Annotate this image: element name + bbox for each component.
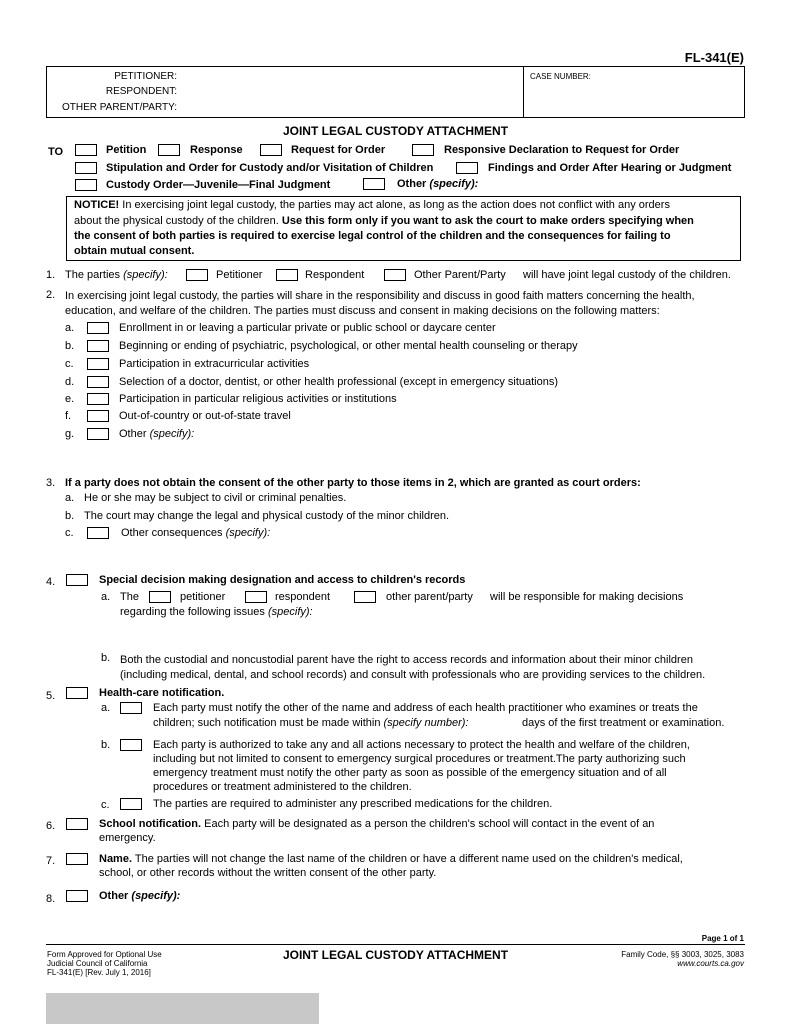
page-number: Page 1 of 1: [701, 934, 744, 943]
item2-line1: In exercising joint legal custody, the parties will share in the responsibility and discuss in good faith matters concerning the health,: [65, 290, 695, 302]
checkbox-to-other[interactable]: [363, 178, 385, 190]
item7-heading: Name.: [99, 853, 133, 865]
checkbox-custody-order-juvenile[interactable]: [75, 179, 97, 191]
option-request-for-order: Request for Order: [291, 144, 386, 156]
item1-petitioner: Petitioner: [216, 269, 263, 281]
footer-left-2: Judicial Council of California: [47, 959, 148, 968]
item4b-letter: b.: [101, 652, 111, 664]
item7-line1-text: The parties will not change the last name of the children or have a different name used on the children's medical,: [132, 853, 683, 865]
item5b-line1: Each party is authorized to take any and all actions necessary to protect the health and welfare of the children,: [153, 739, 690, 751]
item2e-text: Participation in particular religious activities or institutions: [119, 393, 397, 405]
item1-checkbox-other-parent[interactable]: [384, 269, 406, 281]
option-stipulation: Stipulation and Order for Custody and/or Visitation of Children: [106, 162, 434, 174]
notice-line2-normal: about the physical custody of the children.: [74, 215, 282, 227]
item4a-letter: a.: [101, 591, 111, 603]
item5a-line2-post: days of the first treatment or examination.: [522, 717, 725, 729]
item2d-checkbox[interactable]: [87, 376, 109, 388]
checkbox-petition[interactable]: [75, 144, 97, 156]
item4a-line2-text: regarding the following issues: [120, 606, 265, 618]
item4b-line1: Both the custodial and noncustodial parent have the right to access records and information about their minor children: [120, 654, 693, 666]
item1-checkbox-petitioner[interactable]: [186, 269, 208, 281]
checkbox-findings[interactable]: [456, 162, 478, 174]
item6-line2: emergency.: [99, 832, 156, 844]
item7-line1: [99, 853, 683, 865]
item8-heading: Other: [99, 890, 129, 902]
footer-rule: [46, 944, 745, 945]
item4b-line2: (including medical, dental, and school records) and consult with professionals who are providing services to the children.: [120, 669, 706, 681]
item4a-specify: (specify):: [267, 606, 313, 618]
item3c-label: Other consequences: [121, 527, 223, 539]
item2-num: 2.: [46, 289, 56, 301]
item8-num: 8.: [46, 893, 56, 905]
caption-divider: [523, 66, 524, 118]
item2a-text: Enrollment in or leaving a particular private or public school or daycare center: [119, 322, 496, 334]
item2d-text: Selection of a doctor, dentist, or other health professional (except in emergency situations): [119, 376, 559, 388]
item5b-line3: emergency treatment must notify the other party as soon as possible of the emergency situation and of all: [153, 767, 667, 779]
item3a-text: He or she may be subject to civil or criminal penalties.: [84, 492, 347, 504]
petitioner-label: PETITIONER:: [114, 71, 177, 82]
notice-line4: obtain mutual consent.: [74, 245, 195, 257]
item6-checkbox[interactable]: [66, 818, 88, 830]
item3c-specify: (specify):: [225, 527, 271, 539]
item2g-letter: g.: [65, 428, 75, 440]
item3b-letter: b.: [65, 510, 75, 522]
option-petition: Petition: [106, 144, 147, 156]
item2-line2: education, and welfare of the children. The parties must discuss and consent in making decisions on the following matters:: [65, 305, 660, 317]
item3c-letter: c.: [65, 527, 74, 539]
item5b-line2: including but not limited to consent to emergency surgical procedures or treatment.The party authorizing such: [153, 753, 686, 765]
checkbox-responsive-declaration[interactable]: [412, 144, 434, 156]
item5a-letter: a.: [101, 702, 111, 714]
item2g-checkbox[interactable]: [87, 428, 109, 440]
item3a-letter: a.: [65, 492, 75, 504]
item2a-checkbox[interactable]: [87, 322, 109, 334]
footer-title: JOINT LEGAL CUSTODY ATTACHMENT: [282, 948, 509, 962]
item3-heading: If a party does not obtain the consent of the other party to those items in 2, which are granted as court orders:: [65, 477, 641, 489]
item5a-specify: (specify number):: [383, 717, 469, 729]
item2c-letter: c.: [65, 358, 74, 370]
to-other-label: [397, 178, 478, 190]
item1-prefix: [65, 269, 168, 281]
item6-num: 6.: [46, 820, 56, 832]
item5a-line2-pre: [153, 717, 469, 729]
item2b-checkbox[interactable]: [87, 340, 109, 352]
item5b-checkbox[interactable]: [120, 739, 142, 751]
respondent-label: RESPONDENT:: [105, 86, 177, 97]
page-title: JOINT LEGAL CUSTODY ATTACHMENT: [282, 124, 509, 138]
item2g-specify: (specify):: [149, 428, 195, 440]
item4-heading: Special decision making designation and access to children's records: [99, 574, 466, 586]
item5-checkbox[interactable]: [66, 687, 88, 699]
item2g-other: Other: [119, 428, 147, 440]
item4a-other: other parent/party: [386, 591, 473, 603]
checkbox-stipulation[interactable]: [75, 162, 97, 174]
item4a-petitioner: petitioner: [180, 591, 226, 603]
notice-line2: [74, 215, 694, 227]
item4a-checkbox-respondent[interactable]: [245, 591, 267, 603]
to-other-specify: (specify):: [429, 178, 479, 190]
item4a-line2: [120, 606, 313, 618]
checkbox-response[interactable]: [158, 144, 180, 156]
item5b-line4: procedures or treatment administered to the children.: [153, 781, 412, 793]
item4-checkbox[interactable]: [66, 574, 88, 586]
item2b-letter: b.: [65, 340, 75, 352]
other-parent-label: OTHER PARENT/PARTY:: [61, 102, 177, 113]
item3c-text: [121, 527, 270, 539]
item5-heading: Health-care notification.: [99, 687, 225, 699]
option-response: Response: [190, 144, 243, 156]
item5c-checkbox[interactable]: [120, 798, 142, 810]
item8-label: [99, 890, 180, 902]
item6-line1-text: Each party will be designated as a person the children's school will contact in the event of an: [201, 818, 655, 830]
to-label: TO: [48, 146, 64, 158]
item5a-pre: children; such notification must be made within: [153, 717, 381, 729]
footer-left-1: Form Approved for Optional Use: [47, 950, 162, 959]
notice-line1-text: In exercising joint legal custody, the parties may act alone, as long as the action does not conflict with any orders: [119, 199, 670, 211]
item2g-text: [119, 428, 194, 440]
footer-right-1: Family Code, §§ 3003, 3025, 3083: [621, 950, 744, 959]
item1-respondent: Respondent: [305, 269, 365, 281]
item7-checkbox[interactable]: [66, 853, 88, 865]
item2f-checkbox[interactable]: [87, 410, 109, 422]
item7-line2: school, or other records without the written consent of the other party.: [99, 867, 437, 879]
option-responsive-declaration: Responsive Declaration to Request for Order: [444, 144, 680, 156]
item3c-checkbox[interactable]: [87, 527, 109, 539]
case-number-field[interactable]: [528, 82, 740, 114]
reset-form-bar[interactable]: [46, 993, 319, 1024]
checkbox-request-for-order[interactable]: [260, 144, 282, 156]
item1-checkbox-respondent[interactable]: [276, 269, 298, 281]
item6-line1: [99, 818, 654, 830]
item1-other-parent: Other Parent/Party: [414, 269, 506, 281]
option-findings: Findings and Order After Hearing or Judgment: [488, 162, 732, 174]
to-other-text: Other: [397, 178, 427, 190]
item5a-checkbox[interactable]: [120, 702, 142, 714]
item4a-checkbox-petitioner[interactable]: [149, 591, 171, 603]
item2c-text: Participation in extracurricular activities: [119, 358, 310, 370]
item5b-letter: b.: [101, 739, 111, 751]
notice-line2-bold: Use this form only if you want to ask the court to make orders specifying when: [281, 215, 694, 227]
footer-left-3: FL-341(E) [Rev. July 1, 2016]: [47, 968, 151, 977]
caption-parties-field[interactable]: [180, 70, 520, 116]
item3b-text: The court may change the legal and physical custody of the minor children.: [84, 510, 450, 522]
item2d-letter: d.: [65, 376, 75, 388]
item4a-suffix: will be responsible for making decisions: [490, 591, 684, 603]
item2f-text: Out-of-country or out-of-state travel: [119, 410, 291, 422]
option-custody-order-juvenile: Custody Order—Juvenile—Final Judgment: [106, 179, 331, 191]
item4-num: 4.: [46, 576, 56, 588]
item2b-text: Beginning or ending of psychiatric, psychological, or other mental health counseling or therapy: [119, 340, 578, 352]
item4a-checkbox-other[interactable]: [354, 591, 376, 603]
item6-heading: School notification.: [99, 818, 202, 830]
item1-suffix: will have joint legal custody of the children.: [523, 269, 731, 281]
item2a-letter: a.: [65, 322, 75, 334]
item1-specify: (specify):: [123, 269, 168, 281]
item5-num: 5.: [46, 690, 56, 702]
item5a-line1: Each party must notify the other of the name and address of each health practitioner who examines or treats the: [153, 702, 698, 714]
item5c-letter: c.: [101, 799, 110, 811]
form-id: FL-341(E): [684, 50, 744, 65]
item2e-checkbox[interactable]: [87, 393, 109, 405]
item8-specify: (specify):: [131, 890, 181, 902]
item1-prefix-text: The parties: [65, 269, 121, 281]
notice-line1: [74, 199, 670, 211]
item4a-the: The: [120, 591, 139, 603]
case-number-label: CASE NUMBER:: [530, 72, 591, 81]
item2c-checkbox[interactable]: [87, 358, 109, 370]
notice-label: NOTICE!: [74, 199, 120, 211]
footer-right-2: www.courts.ca.gov: [677, 959, 744, 968]
item1-num: 1.: [46, 269, 56, 281]
item4a-respondent: respondent: [275, 591, 331, 603]
item7-num: 7.: [46, 855, 56, 867]
notice-line3: the consent of both parties is required to exercise legal control of the children and the consequences for failing to: [74, 230, 671, 242]
item3-num: 3.: [46, 477, 56, 489]
item2e-letter: e.: [65, 393, 75, 405]
item2f-letter: f.: [65, 410, 72, 422]
item8-checkbox[interactable]: [66, 890, 88, 902]
item5c-text: The parties are required to administer any prescribed medications for the children.: [153, 798, 553, 810]
